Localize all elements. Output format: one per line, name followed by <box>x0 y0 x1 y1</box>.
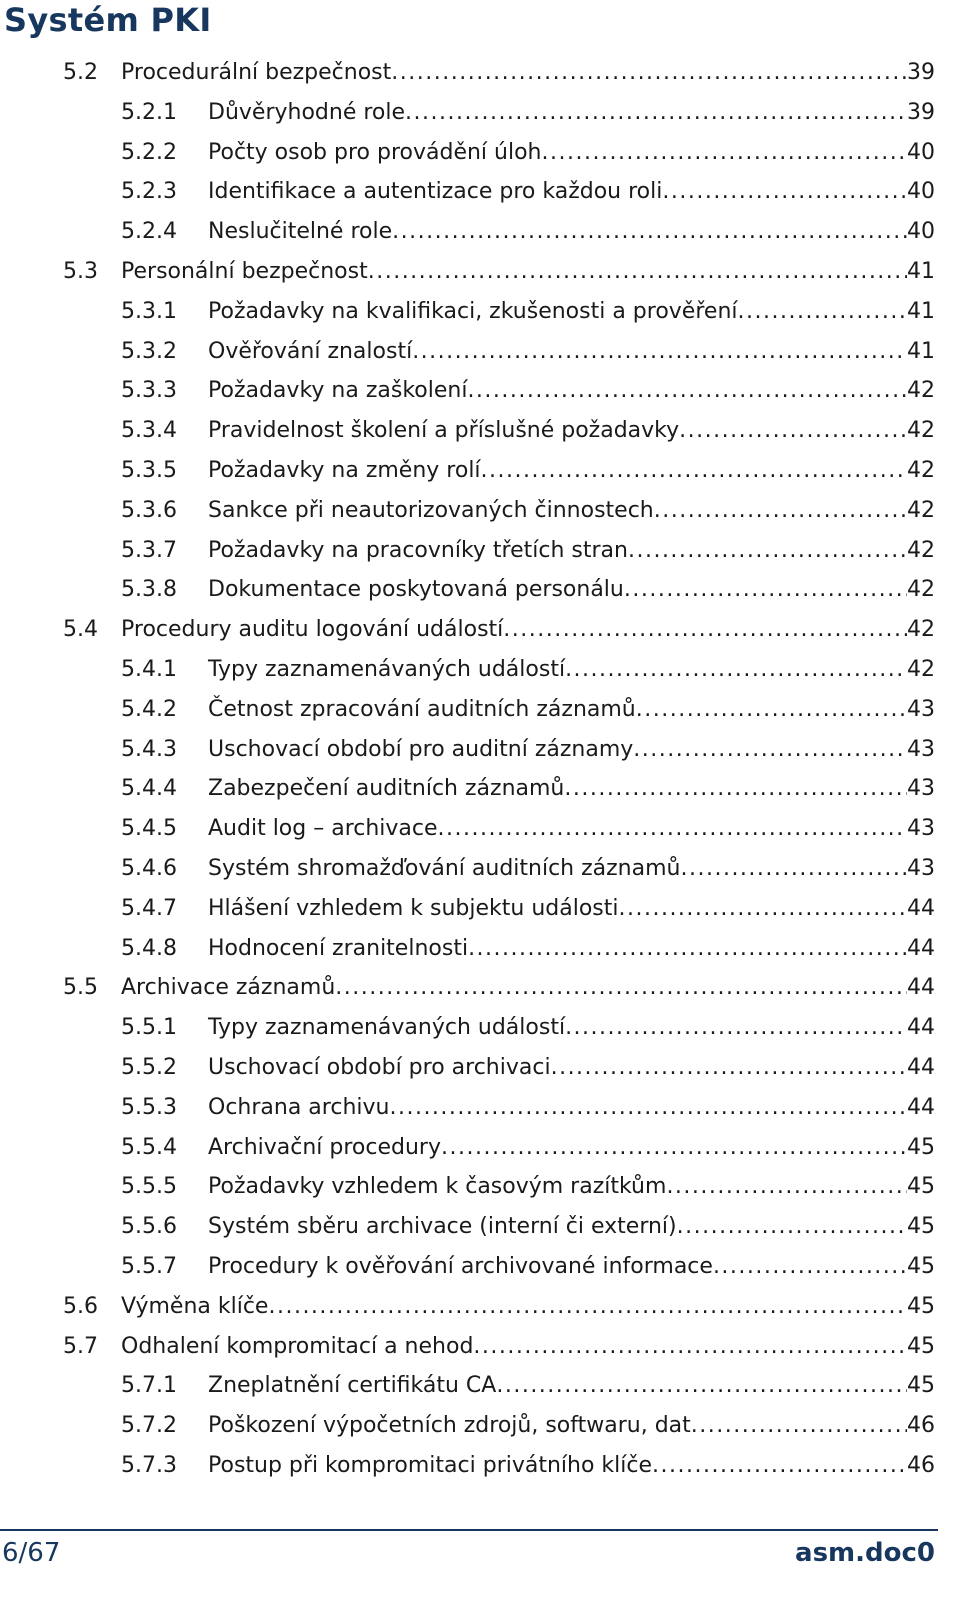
toc-entry-page: 42 <box>907 458 935 483</box>
toc-dot-leader <box>389 1088 907 1128</box>
toc-dot-leader <box>713 1247 907 1287</box>
toc-entry-5-3-4[interactable] <box>121 411 935 451</box>
toc-entry-number: 5.2.1 <box>121 99 177 125</box>
toc-entry-page: 42 <box>907 418 935 444</box>
toc-entry-number: 5.2 <box>63 60 98 85</box>
toc-entry-title: Sankce při neautorizovaných činnostech <box>208 497 654 523</box>
toc-dot-leader <box>268 1287 907 1327</box>
toc-dot-leader <box>679 411 907 451</box>
toc-entry-page: 46 <box>907 1453 935 1478</box>
footer-divider <box>0 1529 938 1531</box>
toc-dot-leader <box>652 1446 907 1486</box>
toc-entry-page: 43 <box>907 856 935 881</box>
toc-entry-5-3[interactable] <box>63 252 935 292</box>
toc-entry-page: 39 <box>907 60 935 85</box>
toc-dot-leader <box>496 1366 907 1406</box>
toc-entry-number: 5.6 <box>63 1293 98 1319</box>
toc-entry-5-4-2[interactable] <box>121 690 935 730</box>
toc-entry-title: Procedury auditu logování událostí <box>121 617 504 643</box>
toc-entry-title: Zneplatnění certifikátu CA <box>208 1373 497 1399</box>
toc-entry-number: 5.3.4 <box>121 418 177 444</box>
toc-entry-5-4[interactable] <box>63 610 935 650</box>
toc-entry-5-5-7[interactable] <box>121 1247 935 1287</box>
toc-entry-number: 5.4.3 <box>121 736 177 762</box>
toc-entry-title: Typy zaznamenávaných událostí <box>208 1015 566 1041</box>
toc-entry-page: 41 <box>907 338 935 364</box>
toc-entry-5-4-5[interactable] <box>121 809 935 849</box>
toc-entry-number: 5.2.4 <box>121 219 177 245</box>
toc-dot-leader <box>628 531 907 571</box>
toc-dot-leader <box>473 1327 907 1367</box>
toc-entry-number: 5.7.1 <box>121 1373 177 1399</box>
document-code: asm.doc0 <box>795 1538 935 1568</box>
toc-entry-title: Hlášení vzhledem k subjektu události <box>208 895 619 921</box>
toc-entry-title: Výměna klíče <box>121 1293 269 1319</box>
toc-dot-leader <box>441 1128 907 1168</box>
toc-dot-leader <box>405 93 907 133</box>
toc-dot-leader <box>335 968 907 1008</box>
toc-entry-title: Procedurální bezpečnost <box>121 60 392 85</box>
toc-entry-title: Neslučitelné role <box>208 219 393 245</box>
toc-entry-title: Systém sběru archivace (interní či externí) <box>208 1214 677 1240</box>
toc-entry-number: 5.4.7 <box>121 895 177 921</box>
toc-dot-leader <box>624 570 907 610</box>
toc-entry-5-5-4[interactable] <box>121 1128 935 1168</box>
toc-entry-5-3-2[interactable] <box>121 332 935 372</box>
toc-dot-leader <box>368 252 907 292</box>
toc-dot-leader <box>654 491 907 531</box>
toc-entry-title: Požadavky na změny rolí <box>208 458 481 483</box>
toc-entry-5-3-7[interactable] <box>121 531 935 571</box>
toc-entry-number: 5.5.2 <box>121 1055 177 1080</box>
toc-entry-number: 5.3.6 <box>121 497 177 523</box>
toc-dot-leader <box>392 212 907 252</box>
toc-entry-title: Pravidelnost školení a příslušné požadavky <box>208 418 680 444</box>
toc-entry-page: 42 <box>907 378 935 404</box>
toc-entry-5-5-6[interactable] <box>121 1207 935 1247</box>
toc-entry-5-2-4[interactable] <box>121 212 935 252</box>
toc-entry-number: 5.4.5 <box>121 816 177 842</box>
toc-entry-page: 43 <box>907 776 935 802</box>
toc-entry-page: 45 <box>907 1134 935 1160</box>
toc-dot-leader <box>481 451 907 491</box>
toc-entry-number: 5.2.3 <box>121 179 177 205</box>
toc-entry-title: Zabezpečení auditních záznamů <box>208 776 565 802</box>
toc-entry-5-4-3[interactable] <box>121 730 935 770</box>
toc-entry-5-2[interactable] <box>63 53 935 93</box>
toc-dot-leader <box>618 889 907 929</box>
toc-entry-title: Ochrana archivu <box>208 1094 390 1120</box>
toc-entry-number: 5.3.8 <box>121 577 177 603</box>
toc-entry-page: 44 <box>907 1015 935 1041</box>
toc-entry-title: Požadavky vzhledem k časovým razítkům <box>208 1174 667 1200</box>
toc-entry-number: 5.4.4 <box>121 776 177 802</box>
toc-entry-5-4-6[interactable] <box>121 849 935 889</box>
toc-entry-number: 5.4.1 <box>121 657 177 682</box>
toc-dot-leader <box>691 1406 907 1446</box>
toc-entry-page: 44 <box>907 1055 935 1080</box>
toc-dot-leader <box>551 1048 907 1088</box>
toc-entry-5-5-2[interactable] <box>121 1048 935 1088</box>
toc-entry-title: Počty osob pro provádění úloh <box>208 139 542 165</box>
toc-entry-5-5[interactable] <box>63 968 935 1008</box>
toc-dot-leader <box>738 292 908 332</box>
toc-entry-title: Hodnocení zranitelnosti <box>208 935 469 961</box>
toc-entry-page: 40 <box>907 139 935 165</box>
toc-entry-page: 42 <box>907 497 935 523</box>
toc-entry-title: Archivace záznamů <box>121 975 336 1001</box>
toc-dot-leader <box>468 929 907 969</box>
toc-entry-5-4-8[interactable] <box>121 929 935 969</box>
toc-entry-number: 5.5.6 <box>121 1214 177 1240</box>
toc-entry-title: Identifikace a autentizace pro každou roli <box>208 179 663 205</box>
toc-entry-page: 42 <box>907 657 935 682</box>
toc-entry-number: 5.4.8 <box>121 935 177 961</box>
toc-entry-page: 45 <box>907 1333 935 1359</box>
toc-entry-number: 5.7.3 <box>121 1453 177 1478</box>
document-title: Systém PKI <box>4 1 212 39</box>
toc-dot-leader <box>680 849 907 889</box>
toc-entry-title: Ověřování znalostí <box>208 338 413 364</box>
toc-entry-5-3-8[interactable] <box>121 570 935 610</box>
toc-entry-number: 5.7 <box>63 1333 98 1359</box>
toc-entry-title: Postup při kompromitaci privátního klíče <box>208 1453 653 1478</box>
toc-entry-5-4-4[interactable] <box>121 769 935 809</box>
toc-entry-page: 40 <box>907 219 935 245</box>
toc-entry-number: 5.5.7 <box>121 1254 177 1279</box>
toc-entry-page: 41 <box>907 259 935 284</box>
toc-entry-title: Požadavky na zaškolení <box>208 378 468 404</box>
toc-entry-page: 41 <box>907 298 935 324</box>
toc-dot-leader <box>467 371 907 411</box>
toc-entry-page: 39 <box>907 99 935 125</box>
toc-dot-leader <box>633 730 907 770</box>
toc-entry-5-5-1[interactable] <box>121 1008 935 1048</box>
toc-entry-title: Požadavky na kvalifikaci, zkušenosti a prověření <box>208 298 738 324</box>
toc-entry-5-3-5[interactable] <box>121 451 935 491</box>
toc-dot-leader <box>662 172 907 212</box>
toc-entry-title: Důvěryhodné role <box>208 99 406 125</box>
toc-entry-title: Poškození výpočetních zdrojů, softwaru, dat <box>208 1413 691 1439</box>
toc-dot-leader <box>666 1167 907 1207</box>
toc-entry-page: 42 <box>907 617 935 643</box>
toc-entry-title: Požadavky na pracovníky třetích stran <box>208 537 628 563</box>
toc-entry-number: 5.5.1 <box>121 1015 177 1041</box>
toc-entry-page: 46 <box>907 1413 935 1439</box>
toc-entry-page: 44 <box>907 1094 935 1120</box>
toc-entry-page: 45 <box>907 1174 935 1200</box>
toc-entry-title: Personální bezpečnost <box>121 259 368 284</box>
toc-dot-leader <box>636 690 907 730</box>
toc-entry-5-5-3[interactable] <box>121 1088 935 1128</box>
toc-entry-5-5-5[interactable] <box>121 1167 935 1207</box>
toc-dot-leader <box>542 133 908 173</box>
toc-entry-5-3-6[interactable] <box>121 491 935 531</box>
toc-entry-page: 45 <box>907 1254 935 1279</box>
toc-entry-number: 5.3.1 <box>121 298 177 324</box>
toc-entry-page: 43 <box>907 736 935 762</box>
toc-entry-title: Archivační procedury <box>208 1134 441 1160</box>
toc-entry-page: 45 <box>907 1293 935 1319</box>
toc-entry-5-3-1[interactable] <box>121 292 935 332</box>
toc-entry-5-2-2[interactable] <box>121 133 935 173</box>
toc-entry-page: 44 <box>907 935 935 961</box>
toc-entry-page: 44 <box>907 975 935 1001</box>
toc-entry-5-7[interactable] <box>63 1327 935 1367</box>
toc-entry-title: Typy zaznamenávaných událostí <box>208 657 566 682</box>
toc-entry-5-7-3[interactable] <box>121 1446 935 1486</box>
toc-entry-title: Systém shromažďování auditních záznamů <box>208 856 681 881</box>
toc-entry-page: 42 <box>907 537 935 563</box>
toc-dot-leader <box>412 332 907 372</box>
toc-dot-leader <box>438 809 907 849</box>
toc-entry-page: 45 <box>907 1373 935 1399</box>
toc-dot-leader <box>677 1207 907 1247</box>
toc-dot-leader <box>564 769 907 809</box>
toc-entry-page: 43 <box>907 816 935 842</box>
toc-entry-number: 5.3.2 <box>121 338 177 364</box>
toc-entry-number: 5.4.6 <box>121 856 177 881</box>
toc-entry-5-4-1[interactable] <box>121 650 935 690</box>
toc-entry-5-7-1[interactable] <box>121 1366 935 1406</box>
toc-dot-leader <box>565 650 907 690</box>
toc-entry-title: Dokumentace poskytovaná personálu <box>208 577 624 603</box>
toc-entry-page: 42 <box>907 577 935 603</box>
toc-entry-number: 5.2.2 <box>121 139 177 165</box>
toc-entry-5-2-1[interactable] <box>121 93 935 133</box>
toc-entry-title: Uschovací období pro archivaci <box>208 1055 551 1080</box>
toc-entry-5-4-7[interactable] <box>121 889 935 929</box>
toc-entry-page: 43 <box>907 696 935 722</box>
toc-entry-title: Odhalení kompromitací a nehod <box>121 1333 474 1359</box>
toc-entry-title: Audit log – archivace <box>208 816 438 842</box>
toc-entry-number: 5.5 <box>63 975 98 1001</box>
toc-entry-page: 44 <box>907 895 935 921</box>
toc-entry-title: Uschovací období pro auditní záznamy <box>208 736 634 762</box>
toc-dot-leader <box>565 1008 907 1048</box>
toc-entry-5-6[interactable] <box>63 1287 935 1327</box>
toc-dot-leader <box>391 53 907 93</box>
toc-entry-number: 5.7.2 <box>121 1413 177 1439</box>
toc-entry-page: 40 <box>907 179 935 205</box>
page-counter: 6/67 <box>2 1538 61 1568</box>
toc-entry-title: Četnost zpracování auditních záznamů <box>208 696 636 722</box>
toc-entry-number: 5.3.5 <box>121 458 177 483</box>
toc-entry-number: 5.3.7 <box>121 537 177 563</box>
toc-entry-5-7-2[interactable] <box>121 1406 935 1446</box>
toc-entry-number: 5.4 <box>63 617 98 643</box>
toc-entry-number: 5.5.5 <box>121 1174 177 1200</box>
toc-entry-5-3-3[interactable] <box>121 371 935 411</box>
toc-entry-number: 5.5.4 <box>121 1134 177 1160</box>
toc-entry-page: 45 <box>907 1214 935 1240</box>
toc-entry-number: 5.5.3 <box>121 1094 177 1120</box>
toc-dot-leader <box>503 610 907 650</box>
toc-entry-title: Procedury k ověřování archivované informace <box>208 1254 713 1279</box>
toc-entry-number: 5.4.2 <box>121 696 177 722</box>
toc-entry-number: 5.3.3 <box>121 378 177 404</box>
toc-entry-number: 5.3 <box>63 259 98 284</box>
toc-entry-5-2-3[interactable] <box>121 172 935 212</box>
